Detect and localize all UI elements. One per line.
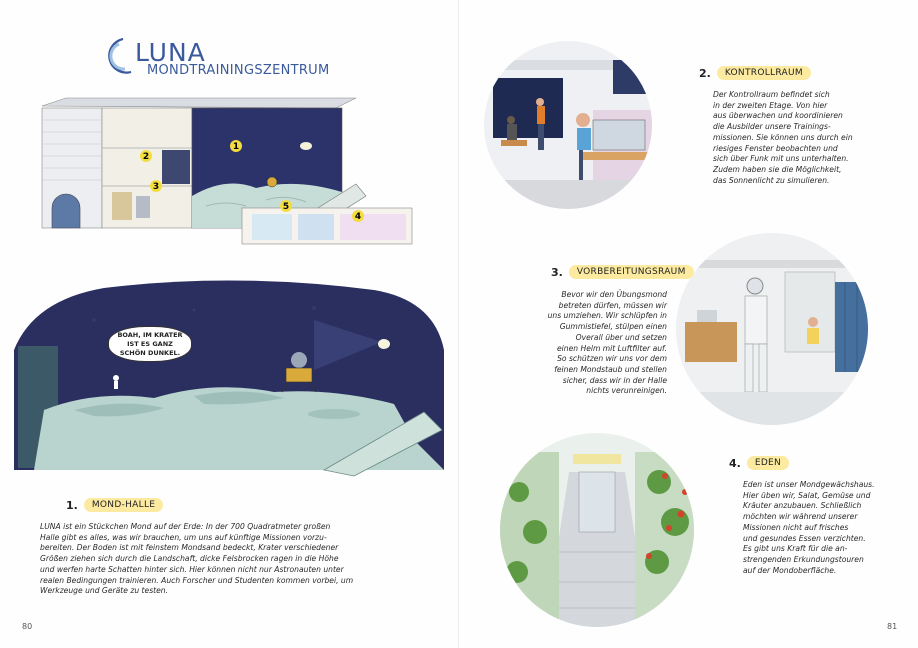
section-1-line: Werkzeuge und Geräte zu testen. [40,586,169,596]
section-1-number: 1. [66,498,78,512]
page-subtitle: MONDTRAININGSZENTRUM [147,63,330,78]
section-2-line: riesiges Fenster beobachten und [713,143,838,153]
section-4-line: und gesundes Essen verzichten. [743,533,866,543]
control-room-illustration [483,40,653,210]
section-3-heading [551,265,694,279]
section-4-label: EDEN [747,456,789,470]
section-2-label: KONTROLLRAUM [717,66,811,80]
page-number-right: 81 [887,622,898,631]
section-3-line: So schützen wir uns vor dem [557,354,667,364]
section-3-number: 3. [551,265,563,279]
section-2-line: die Ausbilder unsere Trainings- [713,122,831,132]
greenhouse-illustration [499,432,695,628]
section-2-text [713,90,913,186]
section-1-line: LUNA ist ein Stückchen Mond auf der Erde: In der 700 Quadratmeter großen [40,522,331,531]
preparation-room-illustration [675,232,869,426]
marker-1: 1 [232,142,240,152]
section-4-text [743,480,913,576]
marker-2: 2 [142,152,150,162]
marker-4: 4 [354,212,362,222]
section-3-line: Overall über und setzen [575,332,667,342]
marker-5: 5 [282,202,290,212]
section-1-label: MOND-HALLE [84,498,163,512]
moon-logo-icon [105,36,135,76]
page-number-left: 80 [22,622,33,631]
section-2-line: aus überwachen und koordinieren [713,111,843,121]
section-2-line: Zudem haben sie die Möglichkeit, [713,164,842,174]
section-1-line: Halle gibt es alles, was wir brauchen, um uns auf künftige Missionen vorzu- [40,532,327,542]
section-3-line: nichts verunreinigen. [586,386,667,396]
section-2-line: missionen. Sie können uns durch ein [713,132,853,142]
section-4-line: Missionen nicht auf frisches [743,522,849,532]
section-3-line: Bevor wir den Übungsmond [561,290,667,299]
section-2-line: in der zweiten Etage. Von hier [713,100,828,110]
section-1-line: und werfen harte Schatten hinter sich. Hier können nicht nur Astronauten unter [40,564,344,574]
building-cutaway-illustration [36,96,426,256]
right-page [459,0,918,648]
section-3-line: einen Helm mit Luftfilter auf. [556,343,667,353]
section-3-line: uns umziehen. Wir schlüpfen in [547,311,667,321]
section-3-line: sicher, dass wir in der Halle [562,375,667,385]
section-1-heading [66,498,163,512]
section-2-line: das Sonnenlicht zu simulieren. [713,175,830,185]
marker-3: 3 [152,182,160,192]
section-2-number: 2. [699,66,711,80]
section-1-line: realen Bedingungen trainieren. Auch Forscher und Studenten kommen vorbei, um [40,575,354,585]
section-3-line: feinen Mondstaub und stellen [554,364,667,374]
section-1-line: Größen ziehen sich durch die Landschaft, dicke Felsbrocken ragen in die Höhe [40,554,339,564]
section-4-line: Eden ist unser Mondgewächshaus. [743,480,875,489]
moon-hall-illustration [14,280,444,480]
section-2-line: sich über Funk mit uns unterhalten. [713,154,849,164]
section-4-line: möchten wir während unserer [743,512,858,522]
section-4-line: auf der Mondoberfläche. [743,565,837,575]
section-4-line: Es gibt uns Kraft für die an- [743,544,848,554]
section-4-line: Hier üben wir, Salat, Gemüse und [743,490,871,500]
section-4-heading [729,456,789,470]
section-1-text [40,522,440,597]
section-3-label: VORBEREITUNGSRAUM [569,265,694,279]
section-4-line: strengenden Erkundungstouren [743,554,864,564]
section-3-line: betreten dürfen, müssen wir [558,300,667,310]
section-4-line: Kräuter anzubauen. Schließlich [743,501,862,511]
section-3-text [511,290,667,397]
section-3-line: Gummistiefel, stülpen einen [559,322,667,332]
section-1-line: bereiten. Der Boden ist mit feinstem Mondsand bedeckt, Krater verschiedener [40,543,339,553]
section-2-heading [699,66,811,80]
page-title: LUNA [135,38,206,67]
section-2-line: Der Kontrollraum befindet sich [713,90,830,99]
section-4-number: 4. [729,456,741,470]
speech-bubble: BOAH, IM KRATER IST ES GANZ SCHÖN DUNKEL. [108,326,192,362]
